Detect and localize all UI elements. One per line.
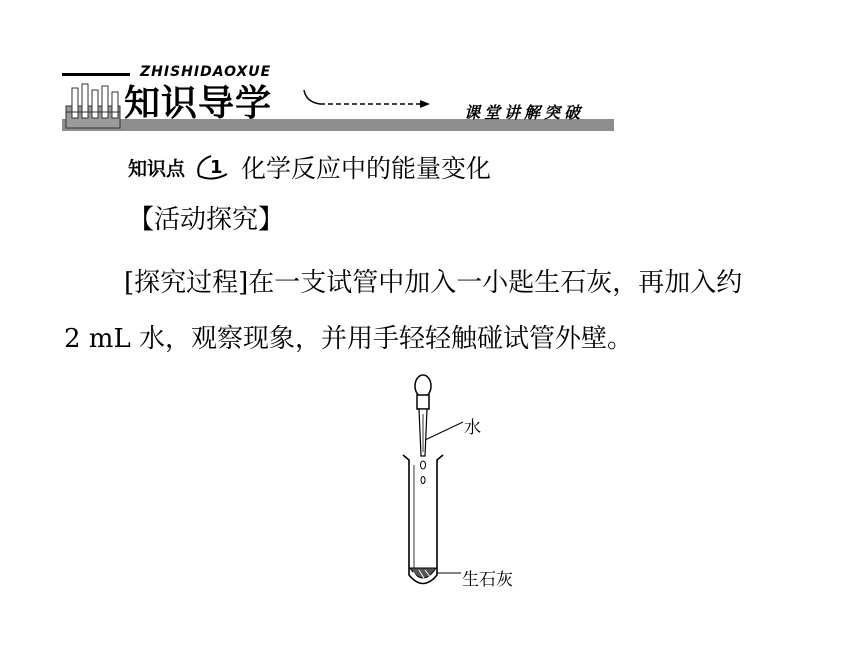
number-badge-icon bbox=[193, 152, 233, 182]
label-quicklime: 生石灰 bbox=[462, 570, 513, 590]
procedure-line-1: [探究过程]在一支试管中加入一小匙生石灰，再加入约 bbox=[124, 268, 743, 298]
knowledge-point-heading bbox=[128, 150, 491, 184]
knowledge-point-label: 知识点 bbox=[128, 157, 186, 180]
banner-subtitle: 课堂讲解突破 bbox=[464, 103, 585, 122]
lab-equipment-icon bbox=[64, 80, 122, 130]
knowledge-point-number: 1 bbox=[210, 157, 223, 178]
banner-title: 知识导学 bbox=[124, 83, 273, 124]
activity-heading: 【活动探究】 bbox=[128, 205, 285, 235]
label-water: 水 bbox=[464, 418, 481, 438]
procedure-line-2: 2 mL 水，观察现象，并用手轻轻触碰试管外壁。 bbox=[64, 324, 633, 354]
dashed-arrow-icon bbox=[302, 88, 432, 118]
banner-pinyin: ZHISHIDAOXUE bbox=[140, 64, 272, 80]
section-banner bbox=[62, 62, 614, 132]
knowledge-point-title: 化学反应中的能量变化 bbox=[241, 154, 492, 183]
banner-top-line bbox=[62, 73, 130, 76]
